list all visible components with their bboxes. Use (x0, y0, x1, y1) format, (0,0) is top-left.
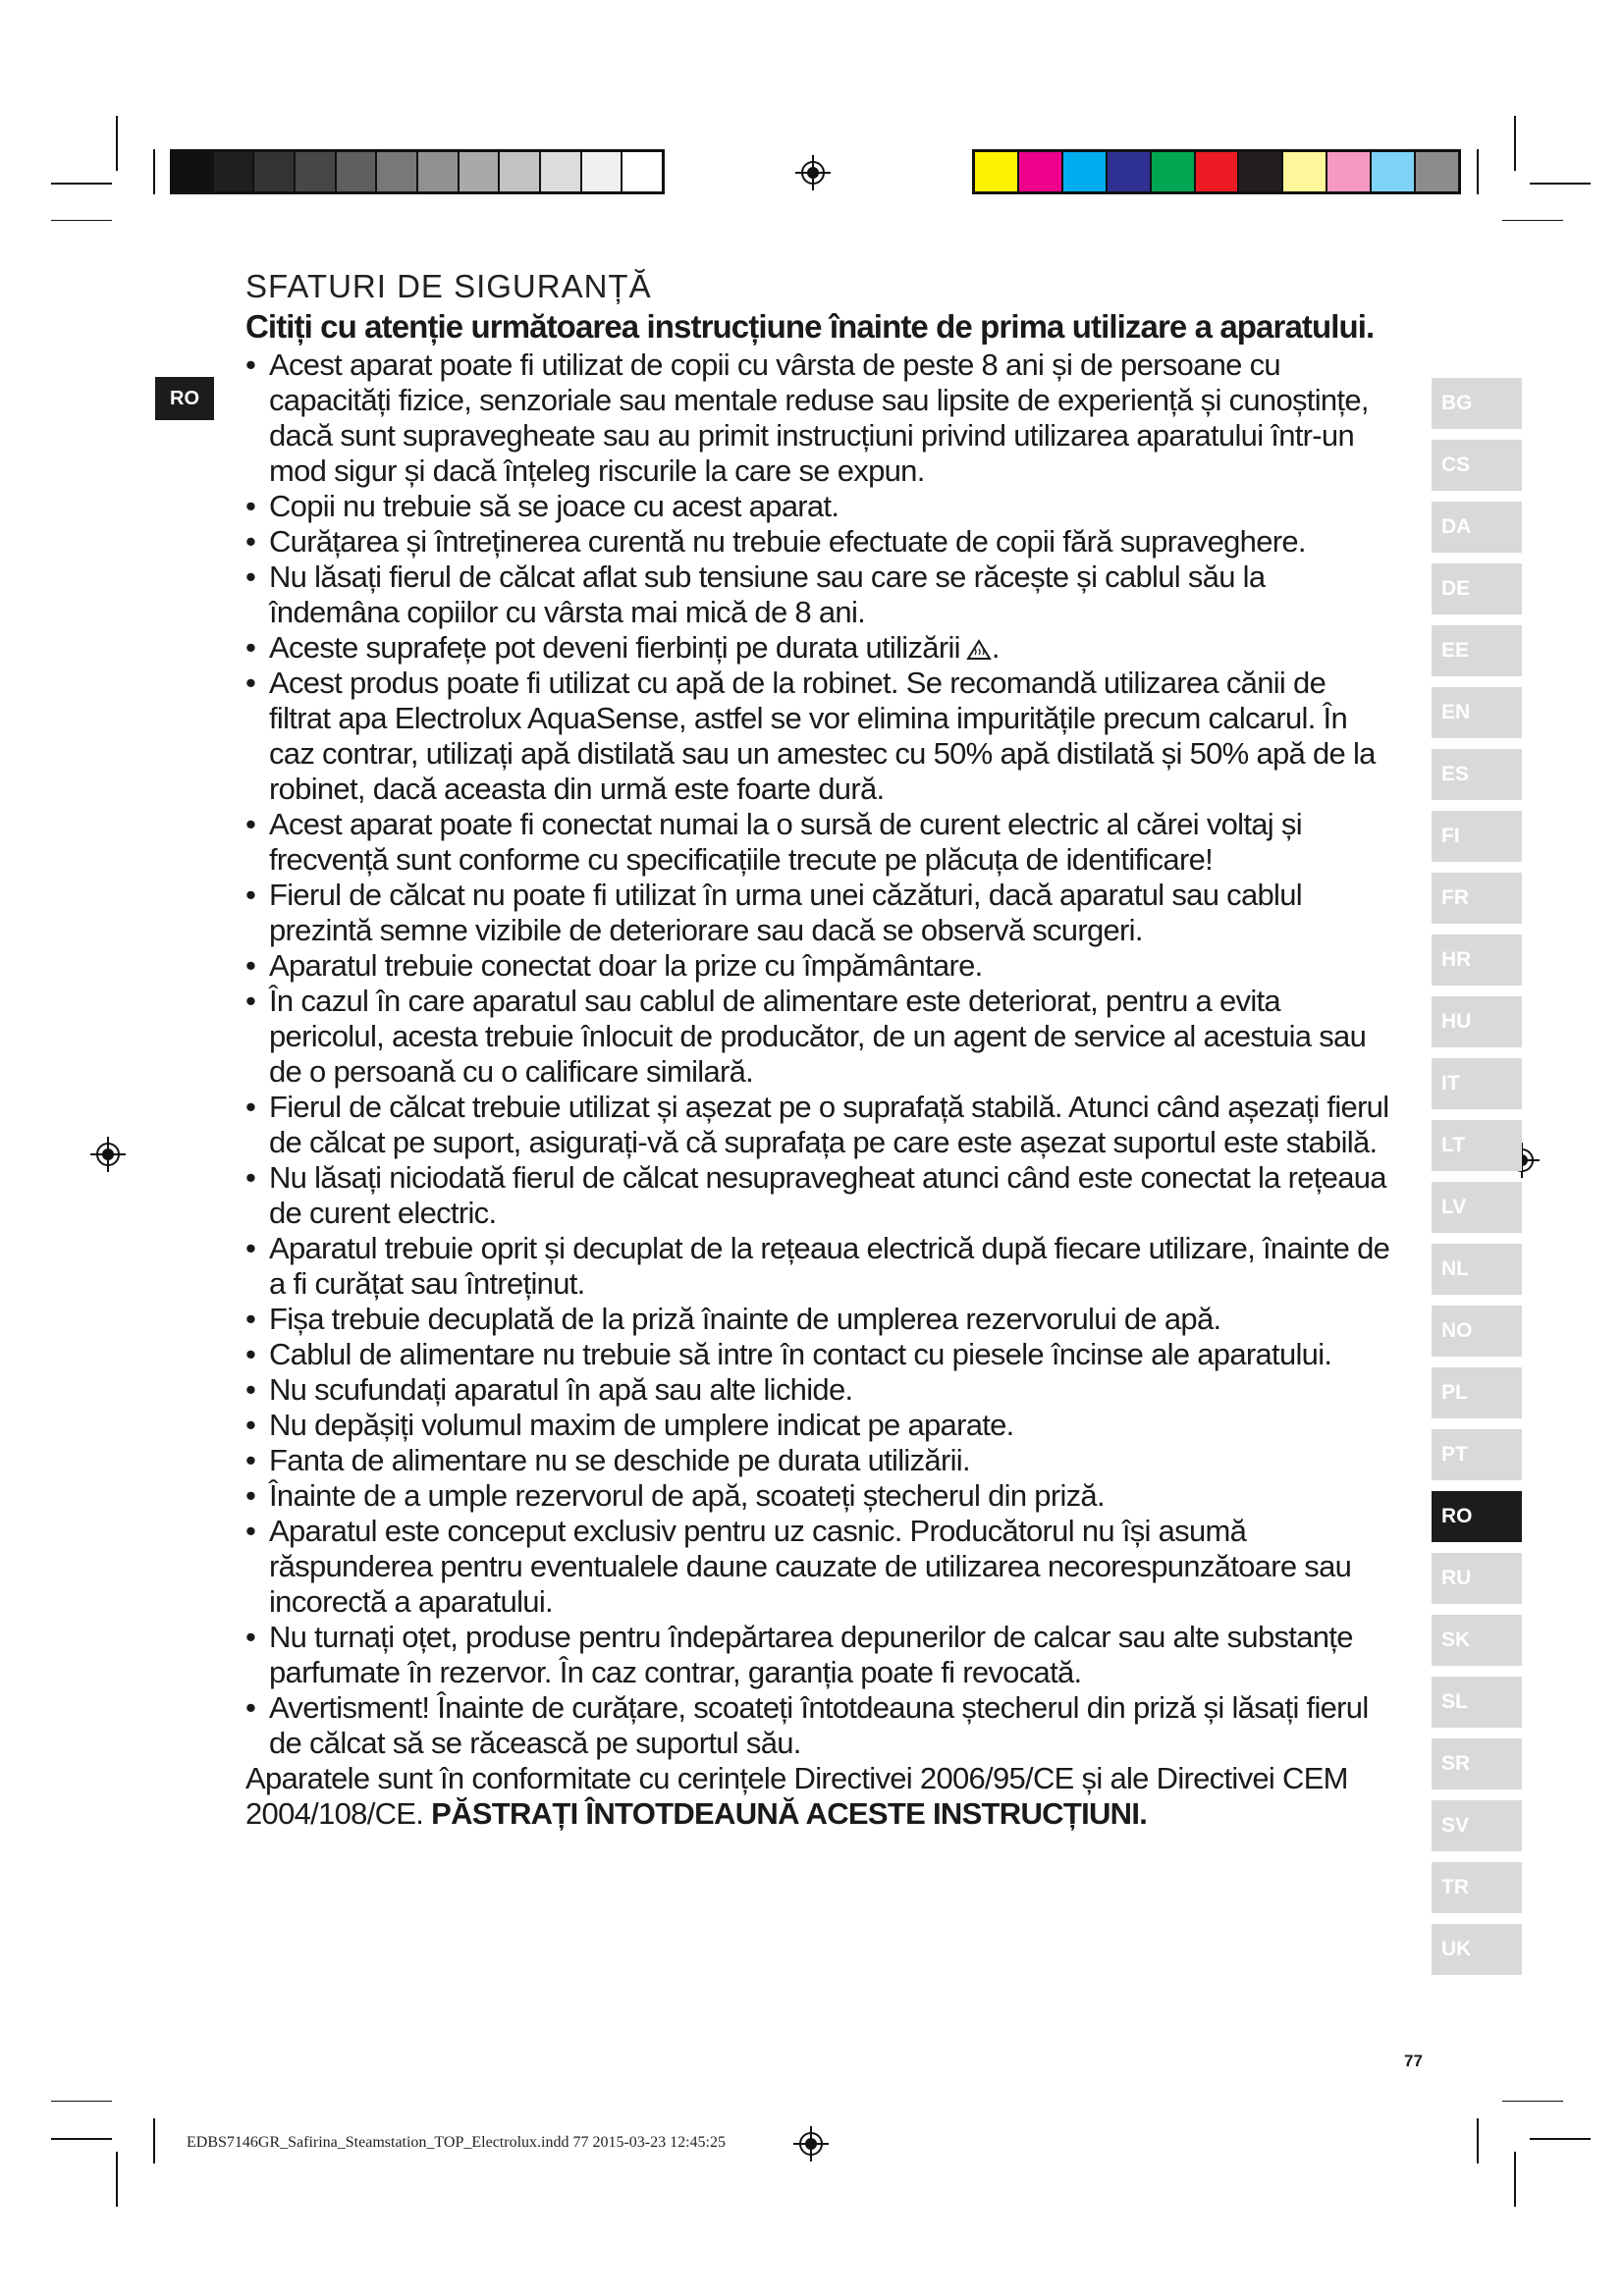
language-tab-it: IT (1432, 1058, 1522, 1109)
color-swatch (377, 152, 418, 191)
page-number: 77 (1404, 2052, 1423, 2070)
closing-statement: Aparatele sunt în conformitate cu cerințele Directivei 2006/95/CE și ale Directivei CEM 2004/108/CE. PĂSTRAȚI ÎNTOTDEAUNĂ ACESTE INSTRUCȚIUNI. (245, 1761, 1348, 1831)
list-item: • Nu lăsați fierul de călcat aflat sub tensiune sau care se răcește și cablul său la îndemâna copiilor cu vârsta mai mică de 8 ani. (245, 560, 1394, 630)
language-tab-da: DA (1432, 502, 1522, 553)
list-item: • În cazul în care aparatul sau cablul de alimentare este deteriorat, pentru a evita pericolul, acesta trebuie înlocuit de producător, de un agent de service al acestuia sau de o persoană cu o calificare similară. (245, 984, 1394, 1090)
color-swatch (582, 152, 623, 191)
side-language-tab: RO (155, 377, 214, 420)
page-heading: SFATURI DE SIGURANȚĂ (245, 268, 652, 304)
color-swatch (1063, 152, 1108, 191)
language-tab-tr: TR (1432, 1862, 1522, 1913)
color-swatch (541, 152, 582, 191)
list-item: • Fierul de călcat trebuie utilizat și așezat pe o suprafață stabilă. Atunci când așezați fierul de călcat pe suport, asigurați-vă că suprafața pe care este așezat suportul este stabilă. (245, 1090, 1394, 1160)
list-item: • Aparatul trebuie oprit și decuplat de la rețeaua electrică după fiecare utilizare, înainte de a fi curățat sau întreținut. (245, 1231, 1394, 1302)
list-item: • Înainte de a umple rezervorul de apă, scoateți ștecherul din priză. (245, 1478, 1394, 1514)
crop-mark-tl-v (116, 116, 118, 171)
language-tab-nl: NL (1432, 1244, 1522, 1295)
grayscale-calibration-bar (170, 149, 665, 194)
color-swatch (1283, 152, 1327, 191)
color-calibration-bar (972, 149, 1461, 194)
list-item: • Nu depășiți volumul maxim de umplere indicat pe aparate. (245, 1408, 1394, 1443)
language-tab-hr: HR (1432, 934, 1522, 986)
color-swatch (975, 152, 1019, 191)
color-swatch (214, 152, 255, 191)
list-item: • Fanta de alimentare nu se deschide pe durata utilizării. (245, 1443, 1394, 1478)
keep-instructions-notice: PĂSTRAȚI ÎNTOTDEAUNĂ ACESTE INSTRUCȚIUNI. (431, 1796, 1148, 1831)
crop-mark-bl-h2 (51, 2138, 112, 2140)
color-swatch (1372, 152, 1416, 191)
list-item: • Aparatul este conceput exclusiv pentru uz casnic. Producătorul nu își asumă răspunderea pentru eventualele daune cauzate de utilizarea necorespunzătoare sau incorectă a aparatului. (245, 1514, 1394, 1620)
registration-target-icon (791, 2124, 831, 2163)
language-tab-en: EN (1432, 687, 1522, 738)
crop-mark-tr-v2 (1477, 149, 1479, 194)
color-swatch (1019, 152, 1063, 191)
color-swatch (1108, 152, 1152, 191)
language-tab-cs: CS (1432, 440, 1522, 491)
language-tab-de: DE (1432, 563, 1522, 614)
list-item: • Cablul de alimentare nu trebuie să intre în contact cu piesele încinse ale aparatului. (245, 1337, 1394, 1372)
color-swatch (1152, 152, 1196, 191)
crop-mark-bl-h (51, 2101, 112, 2102)
list-item: • Acest aparat poate fi conectat numai la o sursă de curent electric al cărei voltaj și frecvență sunt conforme cu specificațiile trecute pe plăcuța de identificare! (245, 807, 1394, 878)
language-tab-fr: FR (1432, 873, 1522, 924)
crop-mark-tl-v2 (153, 149, 155, 194)
language-tab-lv: LV (1432, 1182, 1522, 1233)
crop-mark-br-h (1502, 2101, 1563, 2102)
list-item: • Curățarea și întreținerea curentă nu trebuie efectuate de copii fără supraveghere. (245, 524, 1394, 560)
list-item: • Nu lăsați niciodată fierul de călcat nesupravegheat atunci când este conectat la rețeaua de curent electric. (245, 1160, 1394, 1231)
list-item: • Fișa trebuie decuplată de la priză înainte de umplerea rezervorului de apă. (245, 1302, 1394, 1337)
crop-mark-br-v (1514, 2152, 1516, 2207)
language-tab-fi: FI (1432, 811, 1522, 862)
print-slug: EDBS7146GR_Safirina_Steamstation_TOP_Electrolux.indd 77 2015-03-23 12:45:25 (187, 2134, 726, 2151)
color-swatch (1196, 152, 1240, 191)
list-item: • Aceste suprafețe pot deveni fierbinți pe durata utilizării . (245, 630, 1394, 666)
color-swatch (296, 152, 337, 191)
crop-mark-br-h2 (1530, 2138, 1591, 2140)
color-swatch (500, 152, 541, 191)
list-item: • Nu scufundați aparatul în apă sau alte lichide. (245, 1372, 1394, 1408)
crop-mark-tl-h2 (51, 220, 112, 221)
language-sidebar (1432, 378, 1522, 1986)
language-tab-hu: HU (1432, 996, 1522, 1047)
crop-mark-tr-v (1514, 116, 1516, 171)
list-item: • Aparatul trebuie conectat doar la prize cu împământare. (245, 948, 1394, 984)
registration-target-icon (88, 1135, 128, 1174)
language-tab-ee: EE (1432, 625, 1522, 676)
color-swatch (173, 152, 214, 191)
color-swatch (1416, 152, 1458, 191)
language-tab-pl: PL (1432, 1367, 1522, 1418)
safety-list (245, 347, 1394, 1761)
color-swatch (418, 152, 460, 191)
registration-target-icon (793, 153, 833, 192)
lead-instruction: Citiți cu atenție următoarea instrucțiune înainte de prima utilizare a aparatului. (245, 308, 1375, 345)
color-swatch (1239, 152, 1283, 191)
crop-mark-tr-h2 (1502, 220, 1563, 221)
hot-surface-warning-icon (966, 639, 992, 661)
crop-mark-tr-h (1530, 183, 1591, 185)
language-tab-lt: LT (1432, 1120, 1522, 1171)
language-tab-sr: SR (1432, 1738, 1522, 1789)
crop-mark-br-v2 (1477, 2118, 1479, 2163)
crop-mark-tl-h (51, 183, 112, 185)
language-tab-bg: BG (1432, 378, 1522, 429)
list-item: • Nu turnați oțet, produse pentru îndepărtarea depunerilor de calcar sau alte substanțe parfumate în rezervor. În caz contrar, garanția poate fi revocată. (245, 1620, 1394, 1690)
color-swatch (337, 152, 378, 191)
color-swatch (254, 152, 296, 191)
language-tab-sl: SL (1432, 1677, 1522, 1728)
color-swatch (623, 152, 662, 191)
list-item: • Acest aparat poate fi utilizat de copii cu vârsta de peste 8 ani și de persoane cu capacități fizice, senzoriale sau mentale reduse sau lipsite de experiență și cunoștințe, dacă sunt supravegheate sau au primit instrucțiuni privind utilizarea aparatului într-un mod sigur și dacă înțeleg riscurile la care se expun. (245, 347, 1394, 489)
list-item: • Copii nu trebuie să se joace cu acest aparat. (245, 489, 1394, 524)
list-item: • Acest produs poate fi utilizat cu apă de la robinet. Se recomandă utilizarea cănii de filtrat apa Electrolux AquaSense, astfel se vor elimina impuritățile precum calcarul. În caz contrar, utilizați apă distilată sau un amestec cu 50% apă distilată și 50% apă de la robinet, dacă aceasta din urmă este foarte dură. (245, 666, 1394, 807)
language-tab-sk: SK (1432, 1615, 1522, 1666)
language-tab-sv: SV (1432, 1800, 1522, 1851)
color-swatch (460, 152, 501, 191)
safety-instructions (245, 267, 1394, 1832)
list-item: • Avertisment! Înainte de curățare, scoateți întotdeauna ștecherul din priză și lăsați fierul de călcat să se răcească pe suportul său. (245, 1690, 1394, 1761)
language-tab-uk: UK (1432, 1924, 1522, 1975)
language-tab-no: NO (1432, 1306, 1522, 1357)
language-tab-ru: RU (1432, 1553, 1522, 1604)
language-tab-es: ES (1432, 749, 1522, 800)
crop-mark-bl-v2 (153, 2118, 155, 2163)
list-item: • Fierul de călcat nu poate fi utilizat în urma unei căzături, dacă aparatul sau cablul prezintă semne vizibile de deteriorare sau dacă se observă scurgeri. (245, 878, 1394, 948)
language-tab-pt: PT (1432, 1429, 1522, 1480)
crop-mark-bl-v (116, 2152, 118, 2207)
language-tab-ro: RO (1432, 1491, 1522, 1542)
color-swatch (1327, 152, 1372, 191)
